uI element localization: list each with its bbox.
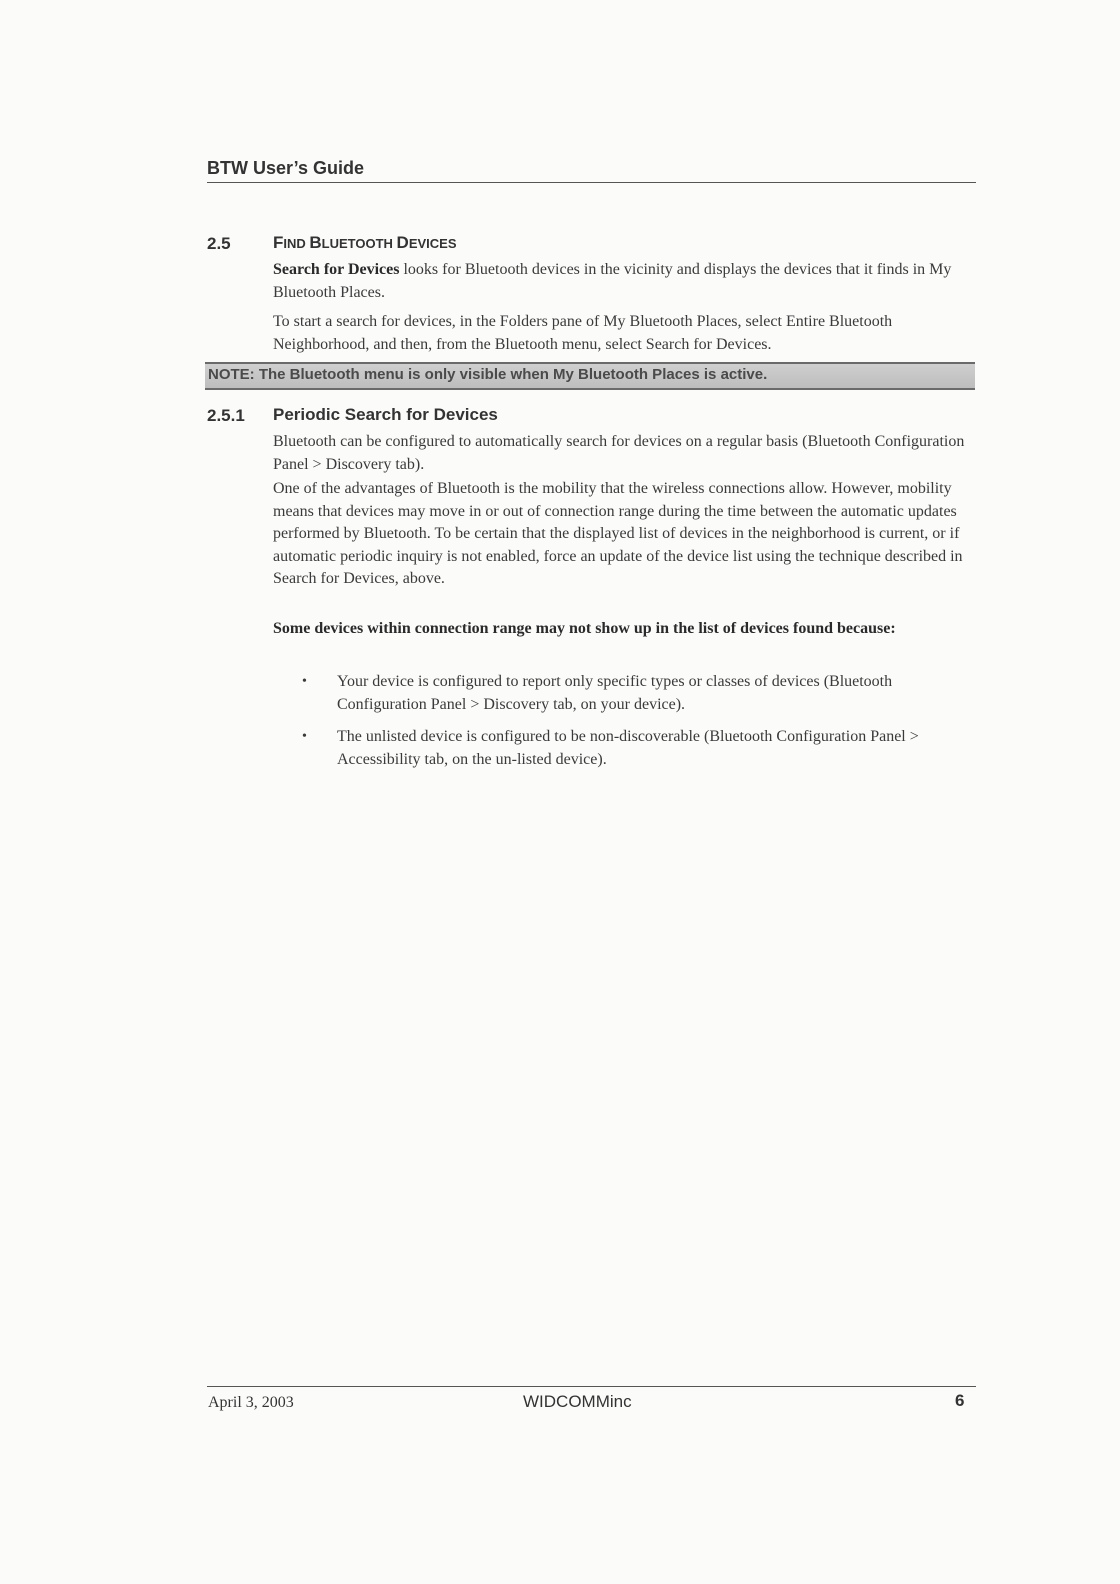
list-item [300, 670, 980, 716]
header-rule [207, 182, 976, 183]
paragraph-search-intro [273, 258, 973, 304]
paragraph-periodic-config: Bluetooth can be configured to automatically search for devices on a regular basis (Bluetooth Configuration Panel > Discovery tab). [273, 433, 965, 473]
title-fragment: LUETOOTH [321, 236, 397, 251]
note-text: NOTE: The Bluetooth menu is only visible when My Bluetooth Places is active. [208, 366, 768, 383]
title-fragment: EVICES [408, 236, 457, 251]
title-fragment: B [309, 233, 322, 252]
paragraph-start-search: To start a search for devices, in the Folders pane of My Bluetooth Places, select Entire Bluetooth Neighborhood, and then, from the Bluetooth menu, select Search for Devices. [273, 313, 893, 353]
page-number: 6 [955, 1391, 965, 1410]
paragraph-text: looks for Bluetooth devices in the vicinity and displays the devices that it finds in My Bluetooth Places. [273, 261, 952, 301]
footer-date: April 3, 2003 [208, 1394, 294, 1411]
section-title [273, 233, 457, 253]
reasons-list [300, 670, 980, 780]
paragraph-bold-reasons [273, 617, 973, 640]
bold-reasons-text: Some devices within connection range may not show up in the list of devices found because: [273, 620, 896, 637]
list-item-text: The unlisted device is configured to be non-discoverable (Bluetooth Configuration Panel > Accessibility tab, on the un-listed device). [337, 728, 919, 768]
paragraph-mobility: One of the advantages of Bluetooth is the mobility that the wireless connections allow. However, mobility means that devices may move in or out of connection range during the time between the automatic updates performed by Bluetooth. To be certain that the displayed list of devices in the neighborhood is current, or if automatic periodic inquiry is not enabled, force an update of the device list using the technique described in Search for Devices, above. [273, 480, 963, 587]
title-fragment: F [273, 233, 284, 252]
term-search-for-devices: Search for Devices [273, 261, 400, 278]
list-item [300, 725, 980, 771]
title-fragment: D [396, 233, 409, 252]
bullet-icon: • [302, 729, 307, 744]
footer-rule [207, 1386, 976, 1387]
title-fragment: IND [283, 236, 310, 251]
bullet-icon: • [302, 674, 307, 689]
running-header-title: BTW User’s Guide [207, 158, 365, 178]
subsection-number: 2.5.1 [207, 406, 245, 425]
list-item-text: Your device is configured to report only specific types or classes of devices (Bluetooth Configuration Panel > Discovery tab, on your device). [337, 673, 893, 713]
note-banner [205, 362, 975, 390]
subsection-title: Periodic Search for Devices [273, 405, 498, 424]
footer-company: WIDCOMMinc [523, 1392, 632, 1411]
section-number: 2.5 [207, 234, 231, 253]
